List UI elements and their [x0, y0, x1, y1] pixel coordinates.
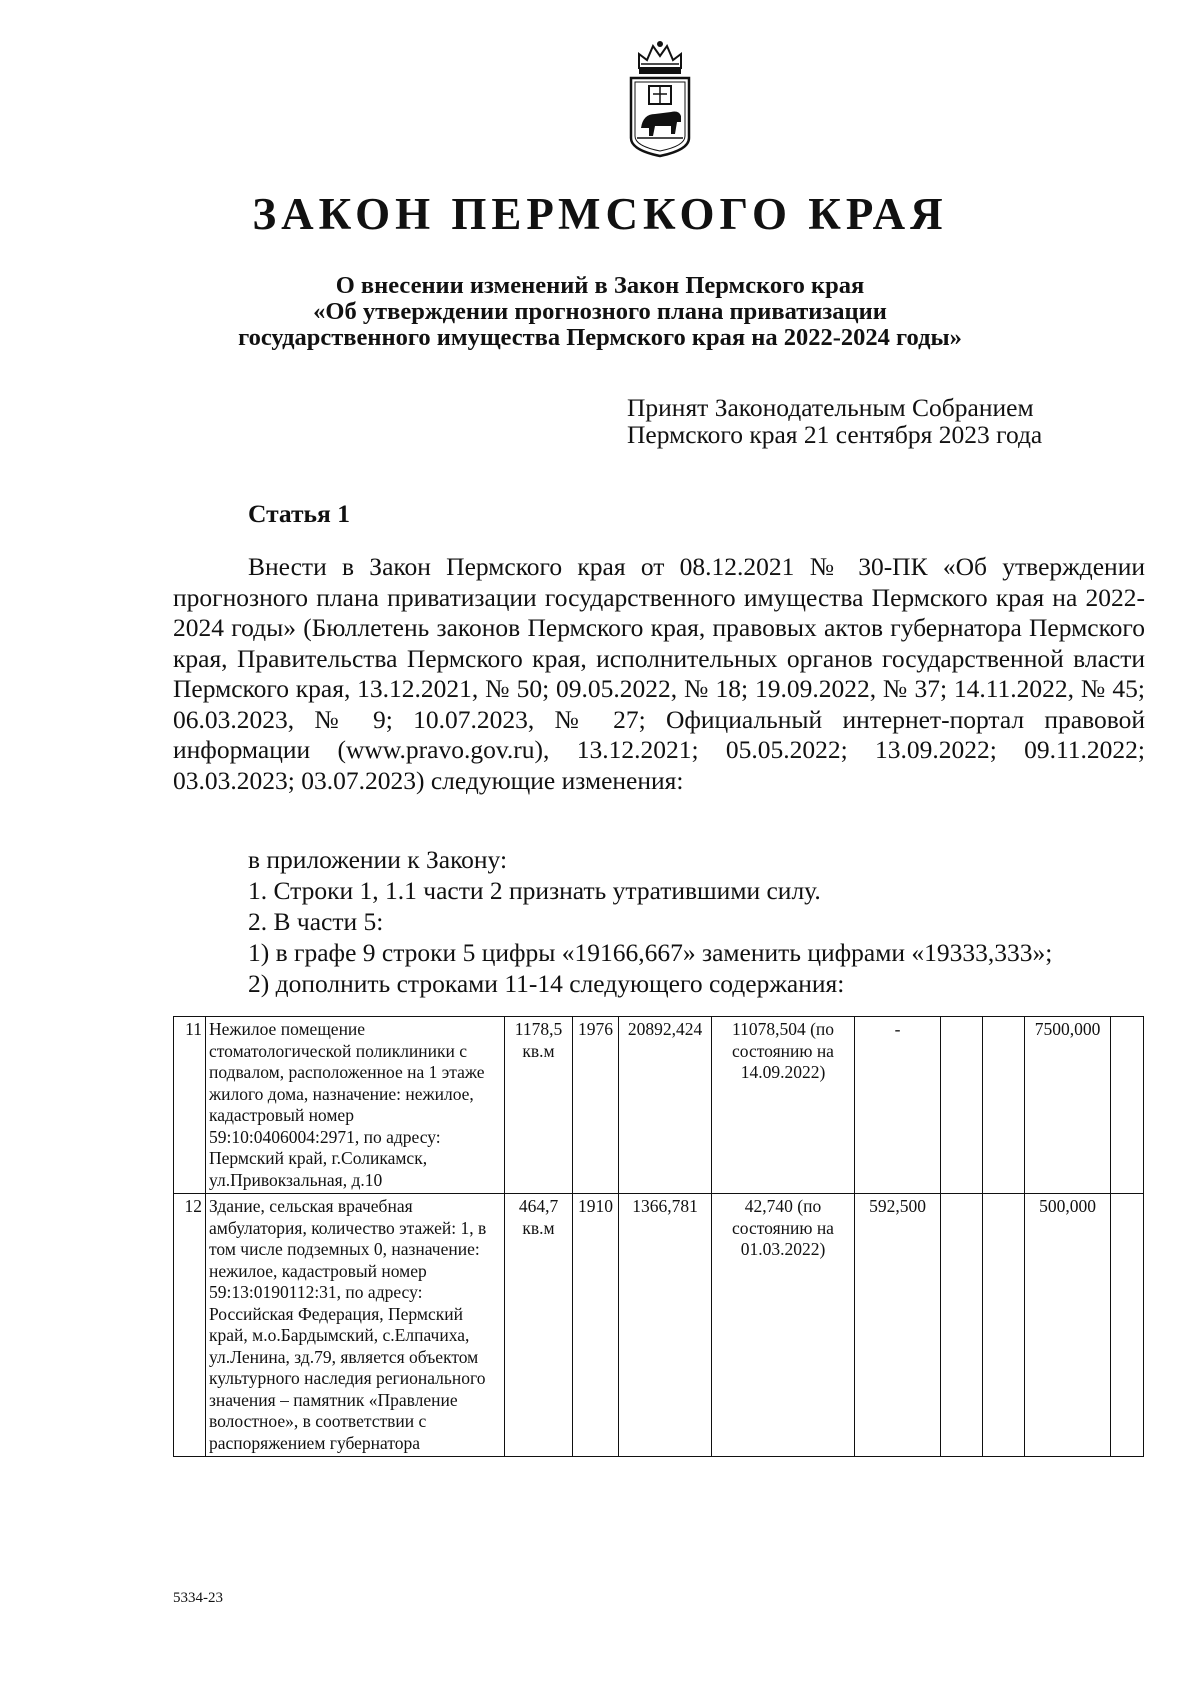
property-residual-value: 11078,504 (по состоянию на 14.09.2022) [712, 1017, 855, 1194]
document-subtitle [0, 273, 1200, 351]
property-col10: 7500,000 [1025, 1017, 1111, 1194]
property-area: 1178,5 кв.м [505, 1017, 573, 1194]
property-col9 [983, 1017, 1025, 1194]
amendment-items [248, 844, 1052, 999]
property-col8 [941, 1194, 983, 1457]
property-col8 [941, 1017, 983, 1194]
property-col9 [983, 1194, 1025, 1457]
article-paragraph: Внести в Закон Пермского края от 08.12.2021 № 30-ПК «Об утверждении прогнозного плана приватизации государственного имущества Пермского края на 2022-2024 годы» (Бюллетень законов Пермского края, правовых актов губернатора Пермского края, Правительства Пермского края, исполнительных органов государственной власти Пермского края, 13.12.2021, № 50; 09.05.2022, № 18; 19.09.2022, № 37; 14.11.2022, № 45; 06.03.2023, № 9; 10.07.2023, № 27; Официальный интернет-портал правовой информации (www.pravo.gov.ru), 13.12.2021; 05.05.2022; 13.09.2022; 09.11.2022; 03.03.2023; 03.07.2023) следующие изменения: [173, 552, 1145, 795]
property-book-value: 20892,424 [619, 1017, 712, 1194]
amendment-item: в приложении к Закону: [248, 845, 508, 874]
table-row [174, 1017, 1144, 1194]
property-col7: - [855, 1017, 941, 1194]
property-residual-value: 42,740 (по состоянию на 01.03.2022) [712, 1194, 855, 1457]
property-description: Здание, сельская врачебная амбулатория, количество этажей: 1, в том числе подземных 0, назначение: нежилое, кадастровый номер 59:13:0190112:31, по адресу: Российская Федерация, Пермский край, м.о.Бардымский, с.Елпачиха, ул.Ленина, зд.79, является объектом культурного наследия регионального значения – памятник «Правление волостное», в соответствии с распоряжением губернатора [206, 1194, 505, 1457]
property-description: Нежилое помещение стоматологической поликлиники с подвалом, расположенное на 1 этаже жилого дома, назначение: нежилое, кадастровый номер 59:10:0406004:2971, по адресу: Пермский край, г.Соликамск, ул.Привокзальная, д.10 [206, 1017, 505, 1194]
property-book-value: 1366,781 [619, 1194, 712, 1457]
amendment-item: 2) дополнить строками 11-14 следующего содержания: [248, 969, 845, 998]
property-col11 [1111, 1017, 1144, 1194]
property-year: 1976 [573, 1017, 619, 1194]
row-number: 12 [174, 1194, 206, 1457]
subtitle-line: О внесении изменений в Закон Пермского края [335, 272, 865, 299]
adoption-note [627, 394, 1042, 448]
property-col10: 500,000 [1025, 1194, 1111, 1457]
amendment-item: 1) в графе 9 строки 5 цифры «19166,667» заменить цифрами «19333,333»; [248, 938, 1053, 967]
coat-of-arms-icon [625, 38, 695, 158]
property-table [173, 1016, 1144, 1457]
property-area: 464,7 кв.м [505, 1194, 573, 1457]
property-col11 [1111, 1194, 1144, 1457]
article-heading: Статья 1 [248, 499, 350, 528]
adoption-line: Пермского края 21 сентября 2023 года [627, 420, 1043, 449]
subtitle-line: «Об утверждении прогнозного плана приватизации [313, 298, 887, 325]
row-number: 11 [174, 1017, 206, 1194]
amendment-item: 2. В части 5: [248, 907, 384, 936]
document-title: ЗАКОН ПЕРМСКОГО КРАЯ [252, 189, 948, 239]
table-row [174, 1194, 1144, 1457]
property-year: 1910 [573, 1194, 619, 1457]
amendment-item: 1. Строки 1, 1.1 части 2 признать утратившими силу. [248, 876, 821, 905]
subtitle-line: государственного имущества Пермского края на 2022-2024 годы» [238, 324, 962, 351]
document-number: 5334-23 [173, 1590, 223, 1606]
property-col7: 592,500 [855, 1194, 941, 1457]
adoption-line: Принят Законодательным Собранием [627, 393, 1034, 422]
